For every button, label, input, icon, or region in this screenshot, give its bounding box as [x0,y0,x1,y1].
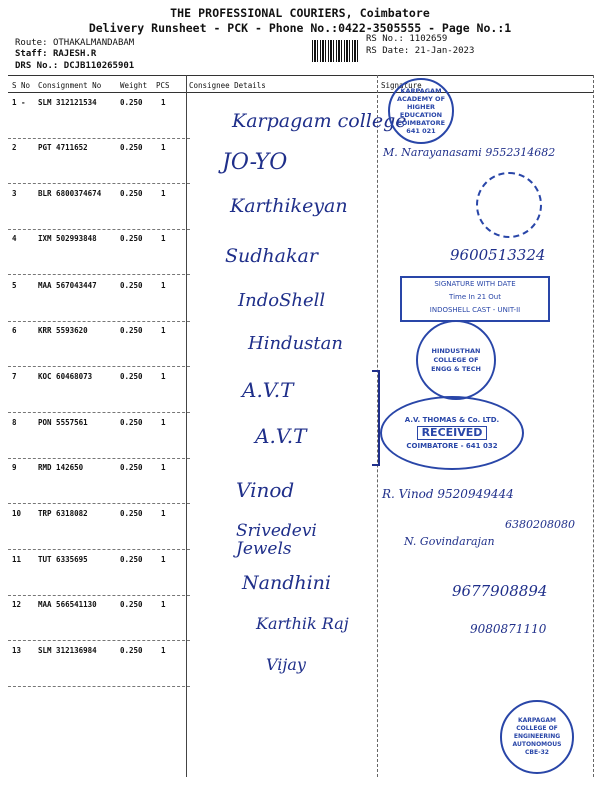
rs-no-line [366,34,447,44]
row-sno: 2 [12,143,17,152]
row-separator [8,274,190,275]
indoshell-stamp-line-3: INDOSHELL CAST - UNIT-II [429,306,521,314]
round-seal-stamp-row-3 [476,172,542,238]
row-pcs: 1 [161,646,166,655]
row-weight: 0.250 [120,509,143,518]
consignee-hand-10: Srivedevi Jewels [236,521,317,559]
row-consignment-no: IXM 502993848 [38,234,97,243]
row-separator [8,183,190,184]
row-sno: 1 - [12,98,26,107]
row-pcs: 1 [161,372,166,381]
row-weight: 0.250 [120,418,143,427]
row-weight: 0.250 [120,555,143,564]
row-weight: 0.250 [120,281,143,290]
row-separator [8,138,190,139]
row-consignment-no: TUT 6335695 [38,555,88,564]
route-line [15,38,134,48]
consignee-hand-4: Sudhakar [225,245,318,267]
company-title: THE PROFESSIONAL COURIERS, Coimbatore [170,6,430,20]
route-value: OTHAKALMANDABAM [52,38,135,48]
row-pcs: 1 [161,234,166,243]
row-consignment-no: TRP 6318082 [38,509,88,518]
staff-line [15,49,96,59]
consignee-hand-9: Vinod [236,478,295,502]
row-consignment-no: MAA 567043447 [38,281,97,290]
row-weight: 0.250 [120,646,143,655]
row-consignment-no: MAA 566541130 [38,600,97,609]
row-weight: 0.250 [120,600,143,609]
col-pcs: PCS [156,81,170,90]
row-sno: 8 [12,418,17,427]
row-separator [8,458,190,459]
row-separator [8,595,190,596]
row-separator [8,640,190,641]
row-separator [8,549,190,550]
staff-value: RAJESH.R [52,49,97,59]
rs-date-line [366,46,474,56]
col-consignee: Consignee Details [189,81,266,90]
row-pcs: 1 [161,463,166,472]
route-label: Route: [15,38,48,48]
row-separator [8,503,190,504]
row-pcs: 1 [161,98,166,107]
indoshell-stamp [400,276,550,322]
runsheet-subtitle: Delivery Runsheet - PCK - Phone No.:0422-3505555 - Page No.:1 [88,21,512,35]
signature-row-9: R. Vinod 9520949444 [382,487,514,501]
signature-row-10-name: N. Govindarajan [404,535,495,548]
consignee-hand-6: Hindustan [248,333,343,354]
consignee-hand-1: Karpagam college [232,110,407,132]
consignee-hand-2: JO-YO [222,150,288,175]
row-weight: 0.250 [120,372,143,381]
row-pcs: 1 [161,418,166,427]
consignee-hand-12: Karthik Raj [256,614,349,633]
karpagam-college-engineering-stamp: KARPAGAM COLLEGE OF ENGINEERING AUTONOMOUS CBE-32 [500,700,574,774]
drs-line [15,61,134,71]
row-consignment-no: PGT 4711652 [38,143,88,152]
row-sno: 10 [12,509,22,518]
right-border [593,75,594,777]
avt-stamp-line-1: A.V. THOMAS & Co. LTD. [404,416,500,424]
row-sno: 7 [12,372,17,381]
row-consignment-no: SLM 312136984 [38,646,97,655]
hindusthan-college-stamp: HINDUSTHAN COLLEGE OF ENGG & TECH [416,320,496,400]
row-sno: 5 [12,281,17,290]
row-pcs: 1 [161,189,166,198]
signature-row-12: 9080871110 [470,622,547,636]
row-sno: 6 [12,326,17,335]
row-sno: 13 [12,646,22,655]
row-separator [8,686,190,687]
row-separator [8,321,190,322]
barcode [312,40,360,62]
row-pcs: 1 [161,555,166,564]
table-top-rule [8,75,594,76]
row-weight: 0.250 [120,234,143,243]
row-weight: 0.250 [120,143,143,152]
row-weight: 0.250 [120,98,143,107]
avt-stamp-line-2: RECEIVED [417,426,488,440]
signature-row-11: 9677908894 [452,582,548,600]
rs-no-label: RS No.: [366,34,404,44]
row-pcs: 1 [161,326,166,335]
karpagam-academy-stamp: KARPAGAM ACADEMY OF HIGHER EDUCATION COIMBATORE 641 021 [388,78,454,144]
col-signature: Signature [381,81,422,90]
col-sno: S No [12,81,31,90]
consignee-hand-8: A.V.T [255,424,307,448]
consignee-hand-5: IndoShell [238,290,326,311]
row-weight: 0.250 [120,326,143,335]
drs-value: DCJB110265901 [63,61,135,71]
av-thomas-received-stamp [380,396,524,470]
row-pcs: 1 [161,600,166,609]
table-header-rule [8,92,594,93]
row-sno: 9 [12,463,17,472]
row-separator [8,412,190,413]
avt-bracket [372,370,380,466]
row-pcs: 1 [161,509,166,518]
consignee-column-divider [186,75,187,777]
rs-no-value: 1102659 [409,34,448,44]
row-consignment-no: PON 5557561 [38,418,88,427]
signature-row-10-phone: 6380208080 [505,518,575,531]
row-consignment-no: SLM 312121534 [38,98,97,107]
row-pcs: 1 [161,143,166,152]
drs-label: DRS No.: [15,61,59,71]
row-consignment-no: KRR 5593620 [38,326,88,335]
row-sno: 11 [12,555,22,564]
avt-stamp-line-3: COIMBATORE - 641 032 [406,442,498,450]
consignee-hand-13: Vijay [266,655,306,674]
row-sno: 12 [12,600,22,609]
row-sno: 4 [12,234,17,243]
row-pcs: 1 [161,281,166,290]
row-separator [8,366,190,367]
row-consignment-no: RMD 142650 [38,463,84,472]
indoshell-stamp-line-2: Time In 21 Out [449,293,501,301]
consignee-hand-11: Nandhini [242,572,331,594]
indoshell-stamp-line-1: SIGNATURE WITH DATE [434,280,516,288]
rs-date-value: 21-Jan-2023 [414,46,475,56]
rs-date-label: RS Date: [366,46,410,56]
row-weight: 0.250 [120,189,143,198]
staff-label: Staff: [15,49,48,59]
signature-row-2: M. Narayanasami 9552314682 [383,146,556,159]
consignee-hand-3: Karthikeyan [230,195,348,217]
row-consignment-no: BLR 6800374674 [38,189,102,198]
signature-row-4: 9600513324 [450,246,546,264]
consignee-hand-7: A.V.T [242,378,294,402]
row-separator [8,229,190,230]
row-weight: 0.250 [120,463,143,472]
col-weight: Weight [120,81,148,90]
row-sno: 3 [12,189,17,198]
row-consignment-no: KOC 60468073 [38,372,93,381]
col-consignment: Consignment No [38,81,102,90]
